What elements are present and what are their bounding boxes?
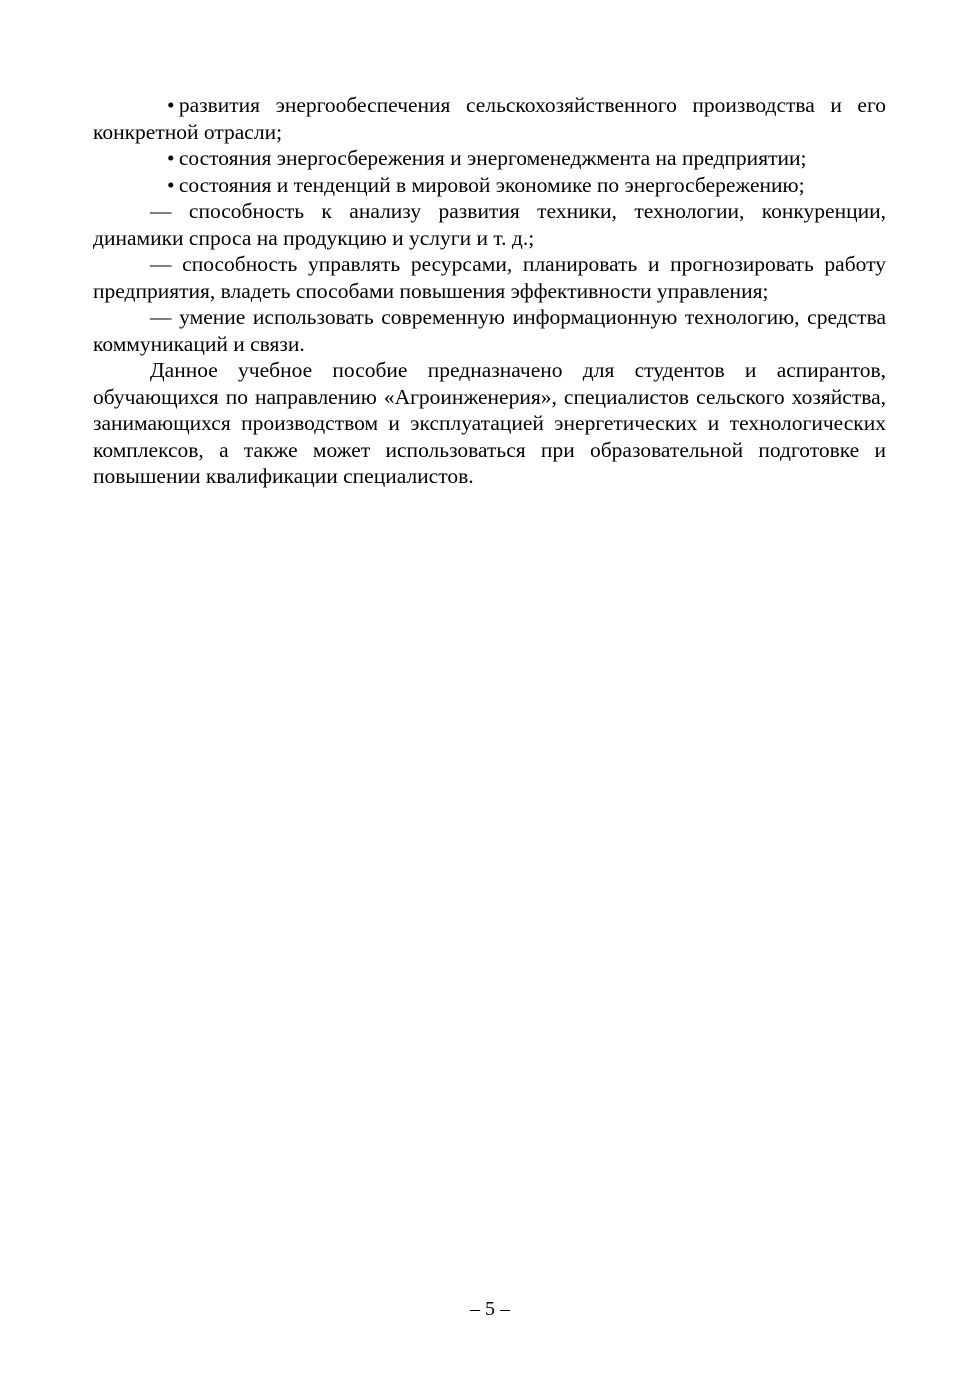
closing-paragraph: Данное учебное пособие предназначено для студентов и аспирантов, обучающихся по направлению «Агроинженерия», специалистов сельского хозяйства, занимающихся производством и эксплуатацией энергетических и технологических комплексов, а также может использоваться при образовательной подготовке и повышении квалификации специалистов. [93,358,886,488]
bullet-item-text: состояния и тенденций в мировой экономике по энергосбережению; [178,172,805,197]
bullet-icon: • [167,172,175,197]
document-page [93,92,886,490]
bullet-item [93,145,886,172]
bullet-item-text: развития энергообеспечения сельскохозяйственного производства и его конкретной отрасли; [93,93,886,144]
bullet-icon: • [167,146,175,170]
bullet-item [93,172,886,199]
bullet-item-text: состояния энергосбережения и энергоменеджмента на предприятии; [178,146,807,170]
dash-item: — способность управлять ресурсами, планировать и прогнозировать работу предприятия, владеть способами повышения эффективности управления; [93,252,886,303]
dash-item: — умение использовать современную информационную технологию, средства коммуникаций и связи. [93,305,886,356]
page-number: – 5 – [470,1298,510,1320]
bullet-icon: • [167,93,175,117]
dash-item: — способность к анализу развития техники, технологии, конкуренции, динамики спроса на продукцию и услуги и т. д.; [93,199,886,250]
bullet-item [93,92,886,145]
